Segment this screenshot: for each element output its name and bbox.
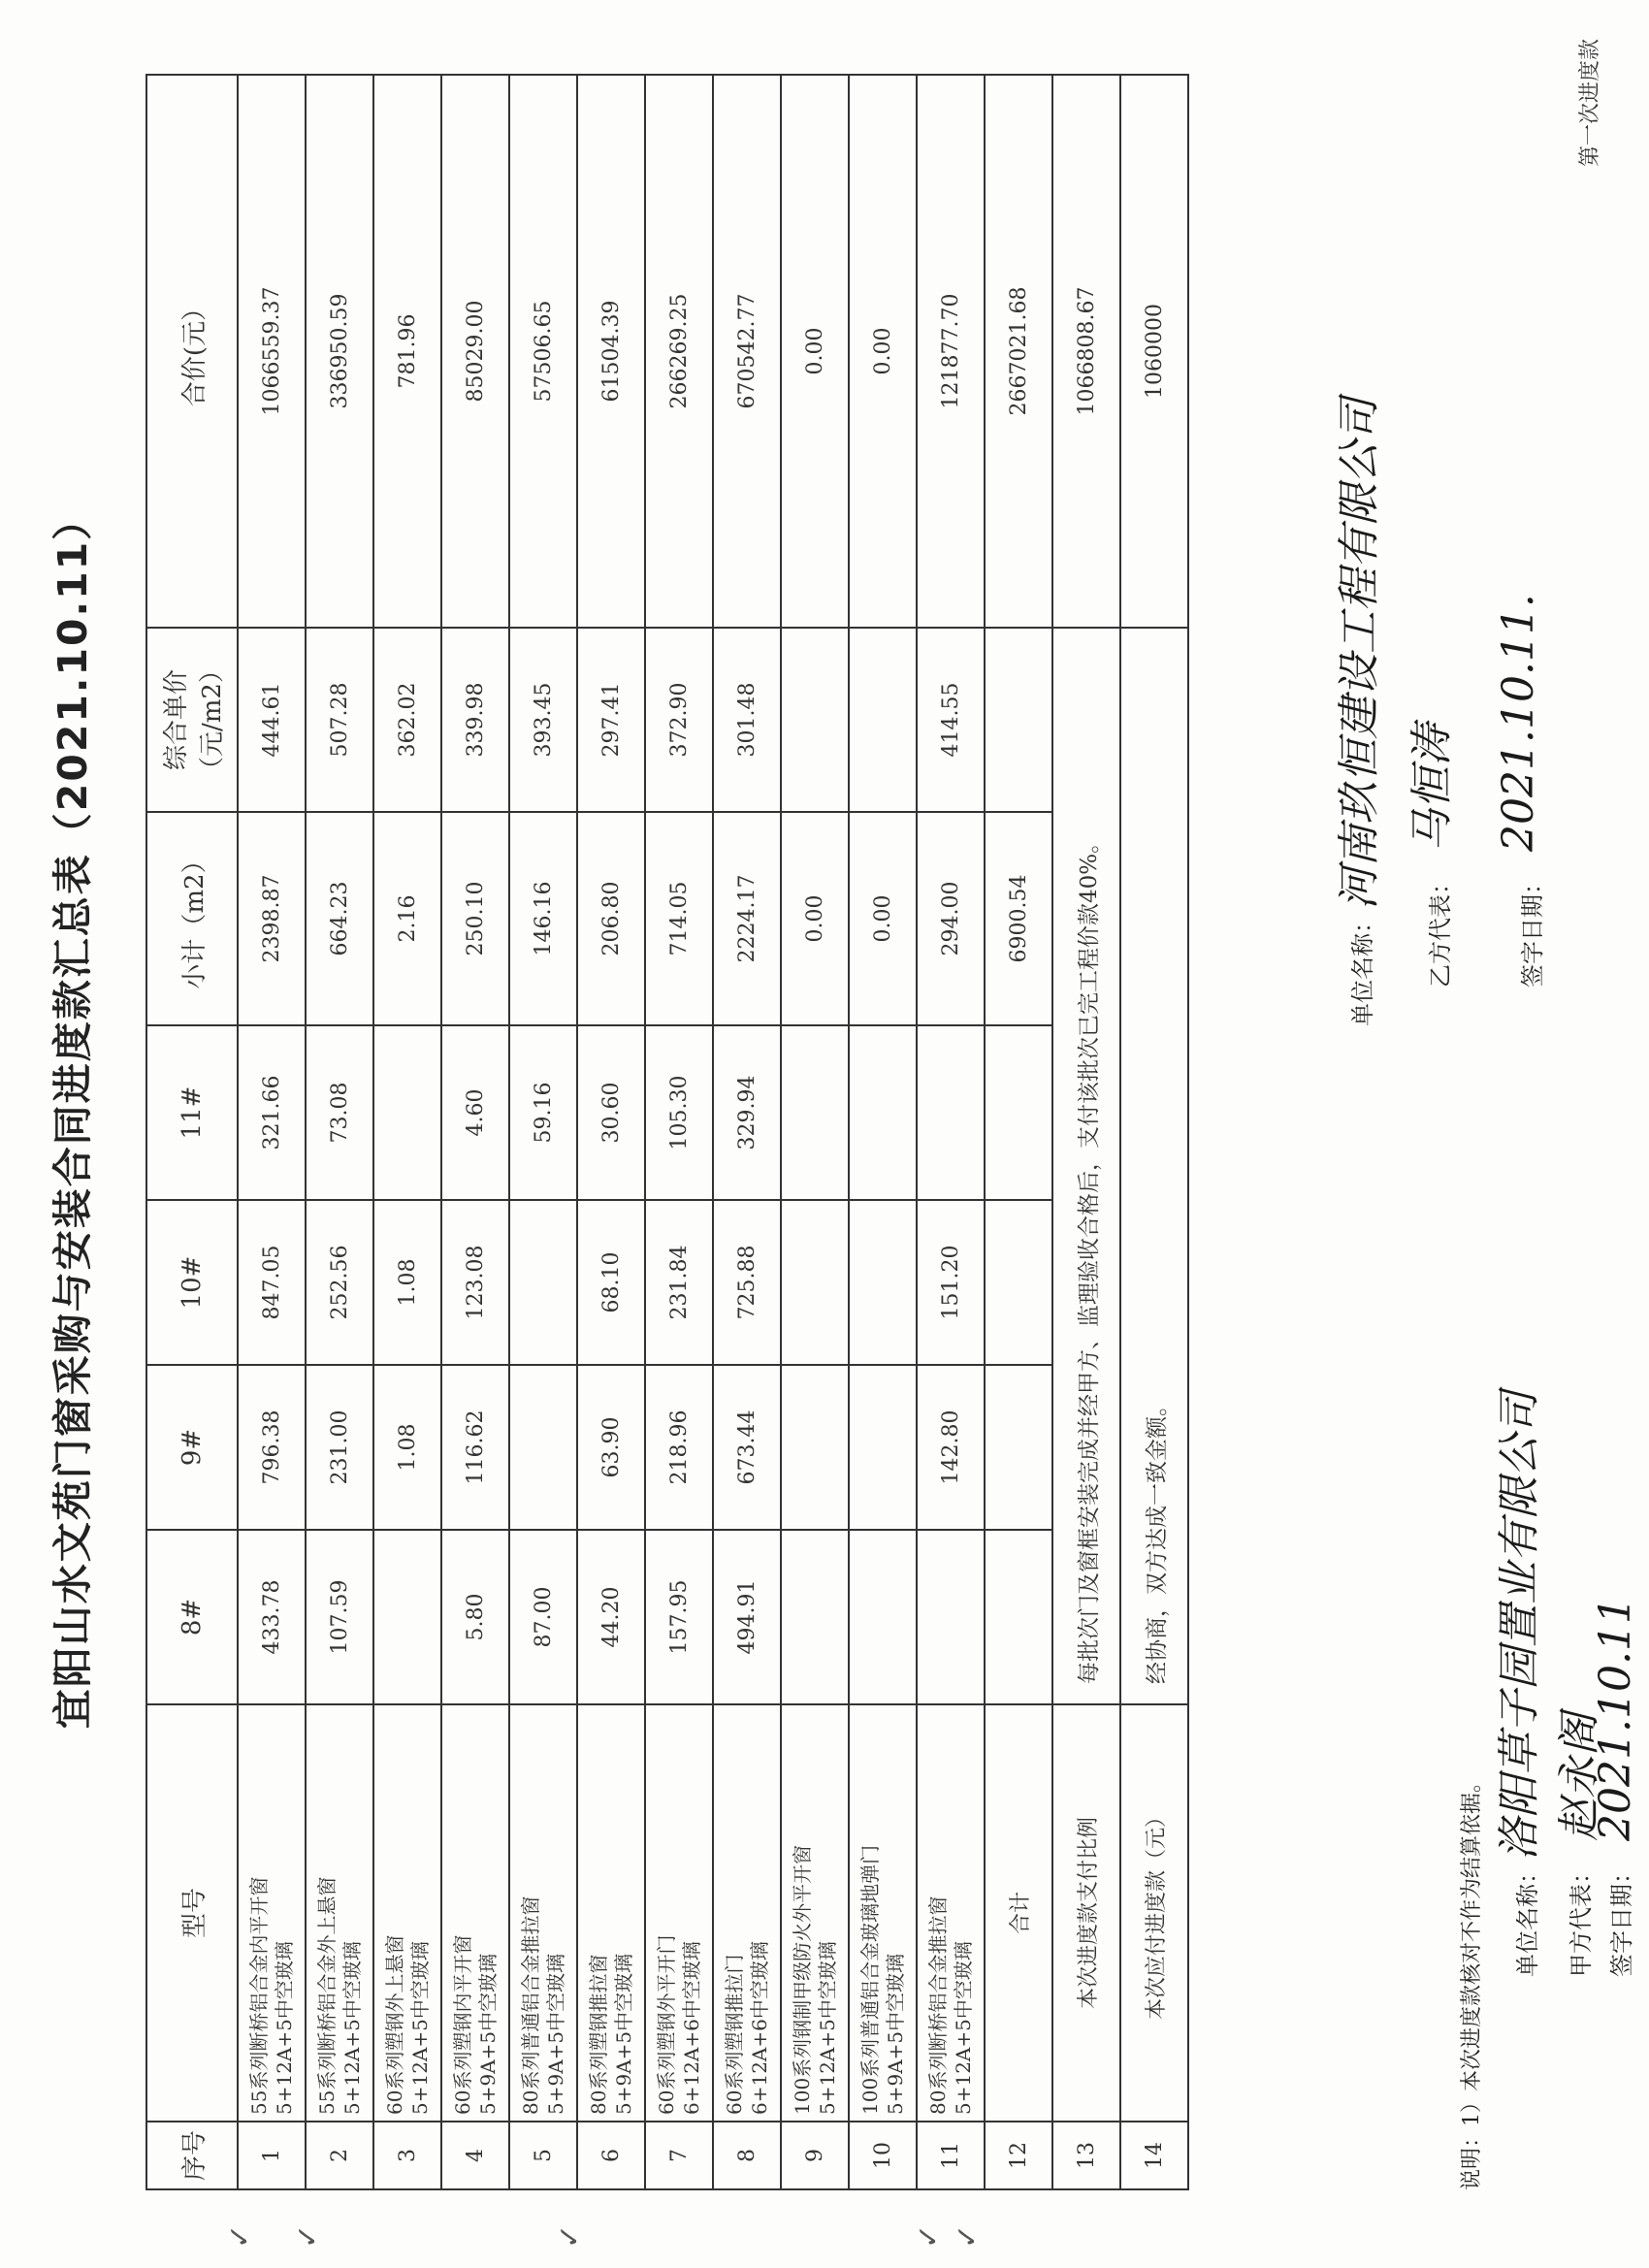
cell-b8: 5.80 bbox=[441, 1530, 509, 1704]
cell-subtotal: 2.16 bbox=[373, 812, 441, 1025]
cell-b9: 673.44 bbox=[713, 1365, 781, 1530]
table-body bbox=[238, 75, 1188, 2189]
model-line: 5+12A+5中空玻璃 bbox=[408, 1941, 432, 2115]
cell-no: 12 bbox=[985, 2122, 1052, 2189]
cell-no: 3 bbox=[373, 2122, 441, 2189]
cell-b10: 231.84 bbox=[645, 1200, 713, 1365]
cell-b10 bbox=[509, 1200, 577, 1365]
cell-b11: 59.16 bbox=[509, 1025, 577, 1200]
cell-model bbox=[373, 1704, 441, 2122]
party-b-date-handwriting: 2021.10.11. bbox=[1494, 594, 1543, 852]
header-b11: 11# bbox=[146, 1025, 238, 1200]
cell-no: 9 bbox=[781, 2122, 849, 2189]
cell-b8: 494.91 bbox=[713, 1530, 781, 1704]
party-b-rep-label: 乙方代表： bbox=[1427, 871, 1454, 988]
cell-b11 bbox=[781, 1025, 849, 1200]
cell-unit-price: 444.61 bbox=[238, 628, 306, 812]
cell-merged-note: 每批次门及窗框安装完成并经甲方、监理验收合格后，支付该批次已完工程价款40%。 bbox=[1052, 628, 1120, 1704]
document-title: 宜阳山水文苑门窗采购与安装合同进度款汇总表（2021.10.11） bbox=[49, 498, 96, 1730]
model-line: 5+12A+5中空玻璃 bbox=[816, 1941, 839, 2115]
header-b9: 9# bbox=[146, 1365, 238, 1530]
model-line: 5+12A+5中空玻璃 bbox=[340, 1941, 364, 2115]
model-line: 60系列塑钢外平开门 bbox=[655, 1934, 678, 2115]
cell-model bbox=[577, 1704, 645, 2122]
cell-b11 bbox=[917, 1025, 985, 1200]
party-a-rep-handwriting: 赵永阁 bbox=[1555, 1713, 1604, 1841]
party-b-unit-handwriting: 河南玖恒建设工程有限公司 bbox=[1335, 398, 1384, 910]
cell-b9: 218.96 bbox=[645, 1365, 713, 1530]
cell-no: 11 bbox=[917, 2122, 985, 2189]
cell-b9: 231.00 bbox=[306, 1365, 373, 1530]
cell-subtotal: 0.00 bbox=[781, 812, 849, 1025]
cell-subtotal: 0.00 bbox=[849, 812, 917, 1025]
cell-total: 266269.25 bbox=[645, 75, 713, 628]
model-line: 100系列钢制甲级防火外平开窗 bbox=[791, 1844, 814, 2115]
cell-b9: 142.80 bbox=[917, 1365, 985, 1530]
model-line: 6+12A+6中空玻璃 bbox=[680, 1941, 703, 2115]
cell-model bbox=[238, 1704, 306, 2122]
model-line: 55系列断桥铝合金外上悬窗 bbox=[315, 1876, 339, 2115]
cell-merged-note: 经协商，双方达成一致金额。 bbox=[1120, 628, 1188, 1704]
header-no: 序号 bbox=[146, 2122, 238, 2189]
cell-b11 bbox=[373, 1025, 441, 1200]
cell-b10: 68.10 bbox=[577, 1200, 645, 1365]
cell-b8 bbox=[373, 1530, 441, 1704]
table-row bbox=[577, 75, 645, 2189]
cell-unit-price bbox=[781, 628, 849, 812]
cell-b11: 105.30 bbox=[645, 1025, 713, 1200]
explanation-note: 说明：1）本次进度款核对不作为结算依据。 bbox=[1460, 1771, 1484, 2190]
cell-model bbox=[509, 1704, 577, 2122]
table-row bbox=[713, 75, 781, 2189]
total-row bbox=[985, 75, 1052, 2189]
cell-b10: 123.08 bbox=[441, 1200, 509, 1365]
cell-subtotal: 6900.54 bbox=[985, 812, 1052, 1025]
cell-subtotal: 294.00 bbox=[917, 812, 985, 1025]
cell-b8 bbox=[849, 1530, 917, 1704]
cell-no: 1 bbox=[238, 2122, 306, 2189]
model-line: 80系列普通铝合金推拉窗 bbox=[519, 1895, 542, 2115]
cell-b10: 725.88 bbox=[713, 1200, 781, 1365]
cell-b9 bbox=[849, 1365, 917, 1530]
table-row bbox=[917, 75, 985, 2189]
cell-b8 bbox=[781, 1530, 849, 1704]
cell-subtotal: 2398.87 bbox=[238, 812, 306, 1025]
cell-unit-price: 339.98 bbox=[441, 628, 509, 812]
cell-total: 57506.65 bbox=[509, 75, 577, 628]
cell-b9 bbox=[781, 1365, 849, 1530]
cell-model bbox=[645, 1704, 713, 2122]
cell-model: 本次进度款支付比例 bbox=[1052, 1704, 1120, 2122]
header-unit-price: 综合单价（元/m2） bbox=[146, 628, 238, 812]
model-line: 80系列塑钢推拉窗 bbox=[587, 1954, 610, 2115]
header-model: 型号 bbox=[146, 1704, 238, 2122]
cell-unit-price: 414.55 bbox=[917, 628, 985, 812]
cell-b8: 107.59 bbox=[306, 1530, 373, 1704]
cell-no: 7 bbox=[645, 2122, 713, 2189]
check-mark: ✓ bbox=[912, 2223, 946, 2249]
check-mark: ✓ bbox=[553, 2223, 587, 2249]
cell-subtotal: 2224.17 bbox=[713, 812, 781, 1025]
model-line: 60系列塑钢外上悬窗 bbox=[383, 1934, 406, 2115]
progress-payment-table bbox=[146, 74, 1189, 2190]
table-row bbox=[306, 75, 373, 2189]
cell-b11: 73.08 bbox=[306, 1025, 373, 1200]
header-b10: 10# bbox=[146, 1200, 238, 1365]
cell-total: 61504.39 bbox=[577, 75, 645, 628]
cell-empty bbox=[985, 1025, 1052, 1200]
cell-b9: 63.90 bbox=[577, 1365, 645, 1530]
party-a-date-label: 签字日期： bbox=[1608, 1861, 1635, 1977]
header-subtotal: 小计（m2） bbox=[146, 812, 238, 1025]
cell-subtotal: 250.10 bbox=[441, 812, 509, 1025]
table-row bbox=[849, 75, 917, 2189]
cell-no: 10 bbox=[849, 2122, 917, 2189]
model-line: 80系列断桥铝合金推拉窗 bbox=[926, 1895, 950, 2115]
model-line: 5+9A+5中空玻璃 bbox=[884, 1953, 907, 2115]
cell-unit-price: 507.28 bbox=[306, 628, 373, 812]
table-row bbox=[1052, 75, 1120, 2189]
header-b8: 8# bbox=[146, 1530, 238, 1704]
cell-unit-price: 362.02 bbox=[373, 628, 441, 812]
check-mark: ✓ bbox=[951, 2223, 985, 2249]
cell-no: 14 bbox=[1120, 2122, 1188, 2189]
party-b-unit-label: 单位名称： bbox=[1349, 910, 1376, 1026]
header-total: 合价(元） bbox=[146, 75, 238, 628]
cell-unit-price: 372.90 bbox=[645, 628, 713, 812]
cell-b8 bbox=[917, 1530, 985, 1704]
party-a-rep-label: 甲方代表： bbox=[1568, 1861, 1595, 1977]
check-mark: ✓ bbox=[291, 2223, 325, 2249]
model-line: 5+9A+5中空玻璃 bbox=[612, 1953, 635, 2115]
cell-model bbox=[306, 1704, 373, 2122]
cell-no: 5 bbox=[509, 2122, 577, 2189]
cell-b8: 433.78 bbox=[238, 1530, 306, 1704]
cell-subtotal: 664.23 bbox=[306, 812, 373, 1025]
cell-no: 2 bbox=[306, 2122, 373, 2189]
cell-total: 670542.77 bbox=[713, 75, 781, 628]
cell-b9: 796.38 bbox=[238, 1365, 306, 1530]
cell-no: 6 bbox=[577, 2122, 645, 2189]
model-line: 60系列塑钢推拉门 bbox=[723, 1954, 746, 2115]
cell-no: 13 bbox=[1052, 2122, 1120, 2189]
table-row bbox=[373, 75, 441, 2189]
party-a-date-handwriting: 2021.10.11 bbox=[1591, 1597, 1640, 1841]
check-mark: ✓ bbox=[223, 2223, 257, 2249]
cell-model: 本次应付进度款（元） bbox=[1120, 1704, 1188, 2122]
cell-total: 336950.59 bbox=[306, 75, 373, 628]
model-line: 100系列普通铝合金玻璃地弹门 bbox=[858, 1844, 882, 2115]
cell-total: 1066808.67 bbox=[1052, 75, 1120, 628]
cell-b10 bbox=[849, 1200, 917, 1365]
model-line: 5+9A+5中空玻璃 bbox=[476, 1953, 500, 2115]
cell-b9: 1.08 bbox=[373, 1365, 441, 1530]
cell-b11: 321.66 bbox=[238, 1025, 306, 1200]
cell-unit-price: 297.41 bbox=[577, 628, 645, 812]
model-line: 60系列塑钢内平开窗 bbox=[451, 1934, 474, 2115]
cell-unit-price bbox=[849, 628, 917, 812]
batch-note: 第一次进度款 bbox=[1578, 39, 1602, 168]
model-line: 5+9A+5中空玻璃 bbox=[544, 1953, 567, 2115]
cell-b10: 847.05 bbox=[238, 1200, 306, 1365]
cell-unit-price: 301.48 bbox=[713, 628, 781, 812]
cell-total: 781.96 bbox=[373, 75, 441, 628]
table-row bbox=[781, 75, 849, 2189]
party-a-unit-label: 单位名称： bbox=[1514, 1861, 1541, 1977]
cell-no: 4 bbox=[441, 2122, 509, 2189]
table-row bbox=[441, 75, 509, 2189]
cell-model: 合计 bbox=[985, 1704, 1052, 2122]
cell-b8: 44.20 bbox=[577, 1530, 645, 1704]
cell-model bbox=[713, 1704, 781, 2122]
model-line: 5+12A+5中空玻璃 bbox=[273, 1941, 296, 2115]
cell-total: 2667021.68 bbox=[985, 75, 1052, 628]
cell-b10 bbox=[781, 1200, 849, 1365]
table-row bbox=[645, 75, 713, 2189]
cell-subtotal: 714.05 bbox=[645, 812, 713, 1025]
cell-b8: 157.95 bbox=[645, 1530, 713, 1704]
table-row bbox=[509, 75, 577, 2189]
cell-model bbox=[849, 1704, 917, 2122]
cell-b10: 252.56 bbox=[306, 1200, 373, 1365]
cell-total: 1060000 bbox=[1120, 75, 1188, 628]
cell-unit-price: 393.45 bbox=[509, 628, 577, 812]
cell-empty bbox=[985, 1200, 1052, 1365]
table-row bbox=[238, 75, 306, 2189]
cell-b11 bbox=[849, 1025, 917, 1200]
model-line: 55系列断桥铝合金内平开窗 bbox=[247, 1876, 271, 2115]
cell-b9: 116.62 bbox=[441, 1365, 509, 1530]
cell-subtotal: 206.80 bbox=[577, 812, 645, 1025]
party-a-unit-handwriting: 洛阳草子园置业有限公司 bbox=[1495, 1391, 1544, 1861]
cell-total: 0.00 bbox=[849, 75, 917, 628]
table-row bbox=[1120, 75, 1188, 2189]
cell-b11: 30.60 bbox=[577, 1025, 645, 1200]
cell-subtotal: 146.16 bbox=[509, 812, 577, 1025]
cell-b10: 1.08 bbox=[373, 1200, 441, 1365]
cell-model bbox=[917, 1704, 985, 2122]
cell-empty bbox=[985, 1365, 1052, 1530]
party-b-date-label: 签字日期： bbox=[1519, 871, 1546, 988]
model-line: 5+12A+5中空玻璃 bbox=[952, 1941, 975, 2115]
cell-b11: 4.60 bbox=[441, 1025, 509, 1200]
table-header-row bbox=[146, 75, 238, 2189]
cell-total: 0.00 bbox=[781, 75, 849, 628]
cell-no: 8 bbox=[713, 2122, 781, 2189]
cell-total: 85029.00 bbox=[441, 75, 509, 628]
cell-b11: 329.94 bbox=[713, 1025, 781, 1200]
cell-total: 121877.70 bbox=[917, 75, 985, 628]
cell-model bbox=[781, 1704, 849, 2122]
cell-unit-price bbox=[985, 628, 1052, 812]
cell-b8: 87.00 bbox=[509, 1530, 577, 1704]
cell-model bbox=[441, 1704, 509, 2122]
party-b-rep-handwriting: 马恒涛 bbox=[1407, 724, 1457, 852]
cell-empty bbox=[985, 1530, 1052, 1704]
model-line: 6+12A+6中空玻璃 bbox=[748, 1941, 771, 2115]
cell-b10: 151.20 bbox=[917, 1200, 985, 1365]
cell-b9 bbox=[509, 1365, 577, 1530]
cell-total: 1066559.37 bbox=[238, 75, 306, 628]
